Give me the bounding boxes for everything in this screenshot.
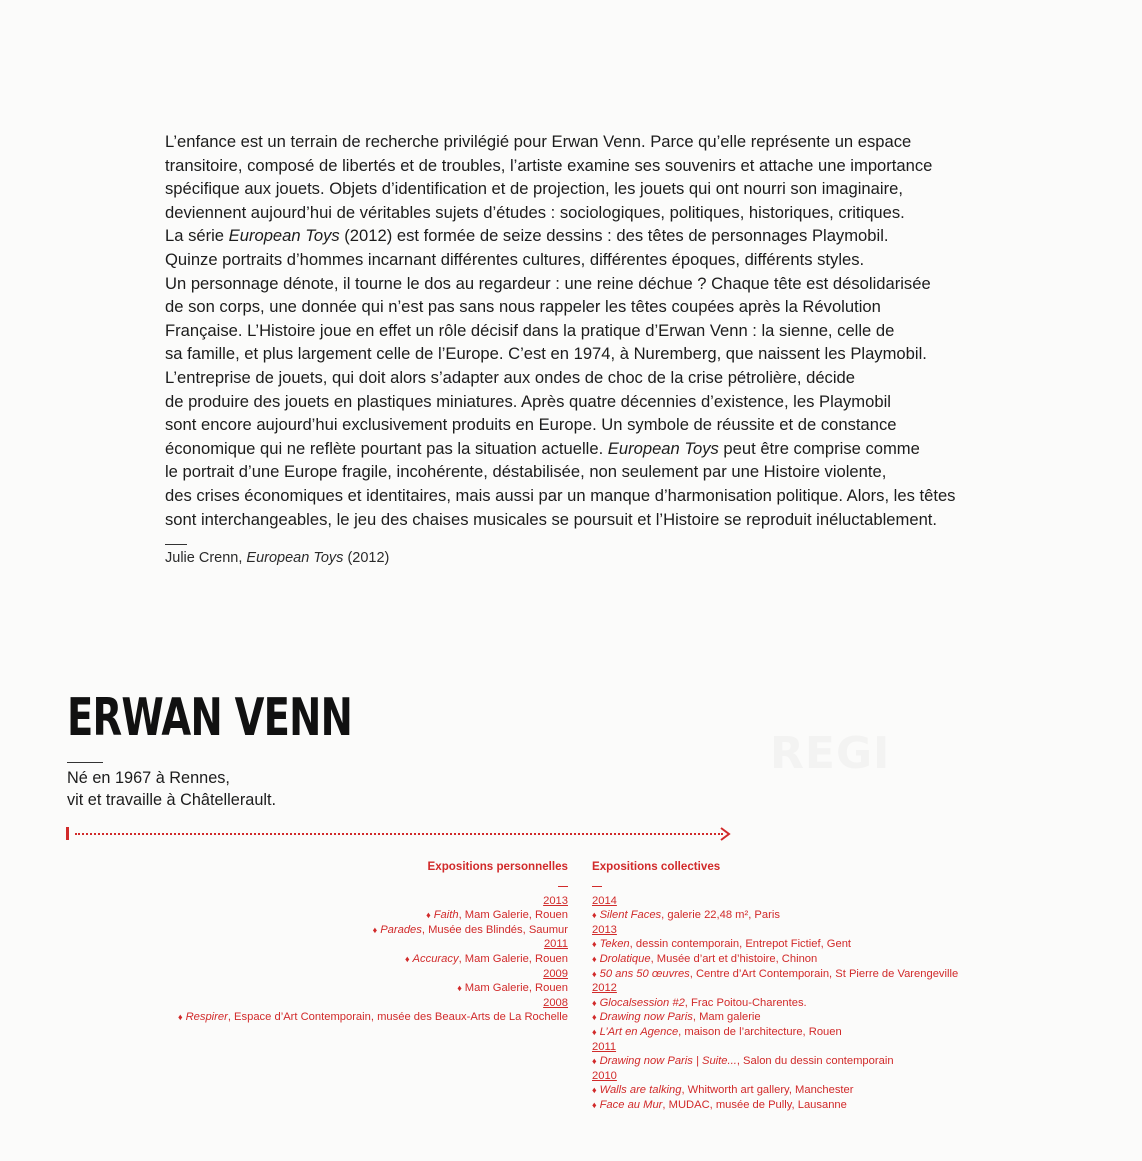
- credit-rule: [165, 544, 187, 545]
- diamond-bullet-icon: ♦: [592, 1056, 597, 1067]
- exhibition-venue: , Centre d’Art Contemporain, St Pierre de Varengeville: [689, 967, 959, 980]
- essay-line: [165, 484, 1035, 508]
- timeline-arrow: [66, 826, 738, 846]
- exhibition-venue: , Whitworth art gallery, Manchester: [681, 1084, 854, 1097]
- essay-line: [165, 437, 1035, 461]
- essay-text-segment: La série: [165, 226, 229, 246]
- exhibition-entry: [592, 967, 958, 982]
- credit-year: (2012): [343, 550, 390, 566]
- exhibition-title: L’Art en Agence: [599, 1025, 679, 1038]
- exhibition-year: 2008: [543, 996, 568, 1009]
- faded-background-heading: REGI: [770, 728, 891, 779]
- essay-line: [165, 508, 1035, 532]
- essay-line: [165, 319, 1035, 343]
- exhibition-title: Parades: [380, 923, 422, 936]
- essay-text-segment: de produire des jouets en plastiques miniatures. Après quatre décennies d’existence, les Playmobil: [165, 391, 891, 411]
- exhibition-entry: [592, 1025, 958, 1040]
- diamond-bullet-icon: ♦: [372, 924, 378, 935]
- exhibition-year: 2011: [592, 1040, 617, 1053]
- exhibition-year: 2014: [592, 894, 617, 907]
- diamond-bullet-icon: ♦: [592, 968, 597, 979]
- diamond-bullet-icon: ♦: [592, 1026, 597, 1037]
- exhibition-venue: , dessin contemporain, Entrepot Fictief, Gent: [629, 938, 852, 951]
- essay-text-segment: le portrait d’une Europe fragile, incohérente, déstabilisée, non seulement par une Histoire violente,: [165, 462, 887, 482]
- diamond-bullet-icon: ♦: [177, 1012, 183, 1023]
- exhibition-title: Silent Faces: [599, 909, 662, 922]
- diamond-bullet-icon: ♦: [457, 983, 462, 994]
- exhibition-entry: [178, 952, 568, 967]
- diamond-bullet-icon: ♦: [592, 939, 597, 950]
- exhibition-venue: , maison de l’architecture, Rouen: [678, 1025, 842, 1038]
- essay-line: [165, 390, 1035, 414]
- exhibition-year: 2013: [543, 894, 568, 907]
- essay-text-segment: deviennent aujourd’hui de véritables sujets d’études : sociologiques, politiques, historiques, critiques.: [165, 202, 905, 222]
- credit-author: Julie Crenn,: [165, 550, 247, 566]
- personal-exhibitions: [178, 860, 568, 1025]
- essay-line: [165, 201, 1035, 225]
- essay-text-segment: (2012) est formée de seize dessins : des têtes de personnages Playmobil.: [339, 226, 889, 246]
- diamond-bullet-icon: ♦: [592, 1012, 597, 1023]
- exhibition-title: Faith: [433, 909, 459, 922]
- personal-list: [178, 894, 568, 1025]
- essay-line: [165, 130, 1035, 154]
- essay-text-segment: sa famille, et plus largement celle de l’Europe. C’est en 1974, à Nuremberg, que naissent les Playmobil.: [165, 344, 927, 364]
- essay-line: [165, 366, 1035, 390]
- arrow-right-icon: [718, 827, 732, 841]
- exhibition-year: 2009: [543, 967, 568, 980]
- essay-line: [165, 342, 1035, 366]
- exhibition-entry: [178, 908, 568, 923]
- exhibition-title: Teken: [599, 938, 630, 951]
- heading-dash: [178, 882, 568, 894]
- exhibition-venue: , Espace d’Art Contemporain, musée des Beaux-Arts de La Rochelle: [227, 1011, 568, 1024]
- essay-text-segment: économique qui ne reflète pourtant pas la situation actuelle.: [165, 438, 608, 458]
- exhibition-entry: [592, 1054, 958, 1069]
- diamond-bullet-icon: ♦: [592, 1085, 597, 1096]
- exhibition-title: Respirer: [185, 1011, 228, 1024]
- credit-work-title: European Toys: [246, 550, 344, 566]
- exhibition-entry: [178, 981, 568, 996]
- bio-residence: vit et travaille à Châtellerault.: [67, 791, 277, 809]
- exhibition-title: Drawing now Paris | Suite...: [599, 1055, 737, 1068]
- essay-work-title: European Toys: [228, 226, 340, 246]
- diamond-bullet-icon: ♦: [592, 953, 597, 964]
- bio-birth: Né en 1967 à Rennes,: [67, 769, 230, 787]
- essay-line: [165, 224, 1035, 248]
- exhibition-entry: [592, 996, 958, 1011]
- exhibition-entry: [592, 952, 958, 967]
- exhibition-entry: [178, 923, 568, 938]
- exhibition-title: Face au Mur: [599, 1098, 663, 1111]
- essay-text-segment: transitoire, composé de libertés et de troubles, l’artiste examine ses souvenirs et attache une importance: [165, 155, 933, 175]
- exhibition-venue: , Mam Galerie, Rouen: [458, 909, 568, 922]
- exhibition-entry: [592, 1010, 958, 1025]
- heading-dash: [592, 882, 958, 894]
- exhibition-title: Accuracy: [412, 952, 459, 965]
- exhibition-venue: , Musée d’art et d’histoire, Chinon: [650, 952, 818, 965]
- diamond-bullet-icon: ♦: [404, 953, 410, 964]
- essay-line: [165, 460, 1035, 484]
- exhibition-venue: , Mam Galerie, Rouen: [458, 952, 568, 965]
- essay-line: [165, 272, 1035, 296]
- exhibition-entry: [592, 1083, 958, 1098]
- essay-line: [165, 154, 1035, 178]
- essay-text-segment: des crises économiques et identitaires, mais aussi par un manque d’harmonisation politique. Alors, les têtes: [165, 485, 956, 505]
- diamond-bullet-icon: ♦: [592, 997, 597, 1008]
- exhibition-entry: [592, 908, 958, 923]
- exhibition-title: Drawing now Paris: [599, 1011, 693, 1024]
- exhibition-year: 2010: [592, 1069, 617, 1082]
- exhibition-year: 2013: [592, 923, 617, 936]
- collective-exhibitions: [592, 860, 958, 1113]
- essay-text-segment: L’entreprise de jouets, qui doit alors s’adapter aux ondes de choc de la crise pétrolière, décide: [165, 367, 855, 387]
- exhibition-venue: , Frac Poitou-Charentes.: [684, 996, 807, 1009]
- bio-rule: [67, 762, 103, 763]
- exhibition-venue: , Mam galerie: [692, 1011, 761, 1024]
- timeline-start-mark: [66, 827, 69, 840]
- essay-text-segment: de son corps, une donnée qui n’est pas sans nous rappeler les têtes coupées après la Révolution: [165, 297, 881, 317]
- artist-bio: [67, 767, 276, 811]
- exhibition-venue: , MUDAC, musée de Pully, Lausanne: [662, 1098, 847, 1111]
- essay-text: [165, 130, 1035, 531]
- exhibition-venue: Mam Galerie, Rouen: [464, 982, 568, 995]
- exhibition-year: 2011: [543, 938, 568, 951]
- essay-text-segment: peut être comprise comme: [718, 438, 920, 458]
- artist-name: ERWAN VENN: [67, 688, 353, 748]
- exhibition-entry: [592, 937, 958, 952]
- exhibition-entry: [178, 1010, 568, 1025]
- diamond-bullet-icon: ♦: [592, 910, 597, 921]
- essay-text-segment: spécifique aux jouets. Objets d’identification et de projection, les jouets qui ont nourri son imaginaire,: [165, 179, 903, 199]
- exhibition-entry: [592, 1098, 958, 1113]
- exhibition-venue: , Musée des Blindés, Saumur: [421, 923, 568, 936]
- exhibition-title: Drolatique: [599, 952, 651, 965]
- personal-heading: Expositions personnelles: [427, 860, 568, 873]
- diamond-bullet-icon: ♦: [592, 1099, 597, 1110]
- exhibition-year: 2012: [592, 982, 617, 995]
- essay-text-segment: Française. L’Histoire joue en effet un rôle décisif dans la pratique d’Erwan Venn : la sienne, celle de: [165, 320, 895, 340]
- essay-credit: [165, 550, 389, 566]
- essay-line: [165, 413, 1035, 437]
- essay-text-segment: L’enfance est un terrain de recherche privilégié pour Erwan Venn. Parce qu’elle représente un espace: [165, 132, 912, 151]
- collective-heading: Expositions collectives: [592, 860, 721, 873]
- essay-text-segment: sont interchangeables, le jeu des chaises musicales se poursuit et l’Histoire se reproduit inéluctablement.: [165, 509, 938, 529]
- essay-text-segment: Quinze portraits d’hommes incarnant différentes cultures, différentes époques, différents styles.: [165, 249, 865, 269]
- exhibition-title: Walls are talking: [599, 1084, 682, 1097]
- exhibition-title: Glocalsession #2: [599, 996, 685, 1009]
- collective-list: [592, 894, 958, 1113]
- exhibition-venue: , Salon du dessin contemporain: [736, 1055, 894, 1068]
- exhibition-title: 50 ans 50 œuvres: [599, 967, 690, 980]
- essay-text-segment: sont encore aujourd’hui exclusivement produits en Europe. Un symbole de réussite et de constance: [165, 415, 897, 435]
- diamond-bullet-icon: ♦: [426, 910, 431, 921]
- essay-work-title: European Toys: [607, 438, 719, 458]
- timeline-dotted-line: [75, 833, 723, 835]
- essay-text-segment: Un personnage dénote, il tourne le dos au regardeur : une reine déchue ? Chaque tête est désolidarisée: [165, 273, 931, 293]
- exhibition-venue: , galerie 22,48 m², Paris: [661, 909, 780, 922]
- essay-line: [165, 248, 1035, 272]
- essay-line: [165, 177, 1035, 201]
- essay-line: [165, 295, 1035, 319]
